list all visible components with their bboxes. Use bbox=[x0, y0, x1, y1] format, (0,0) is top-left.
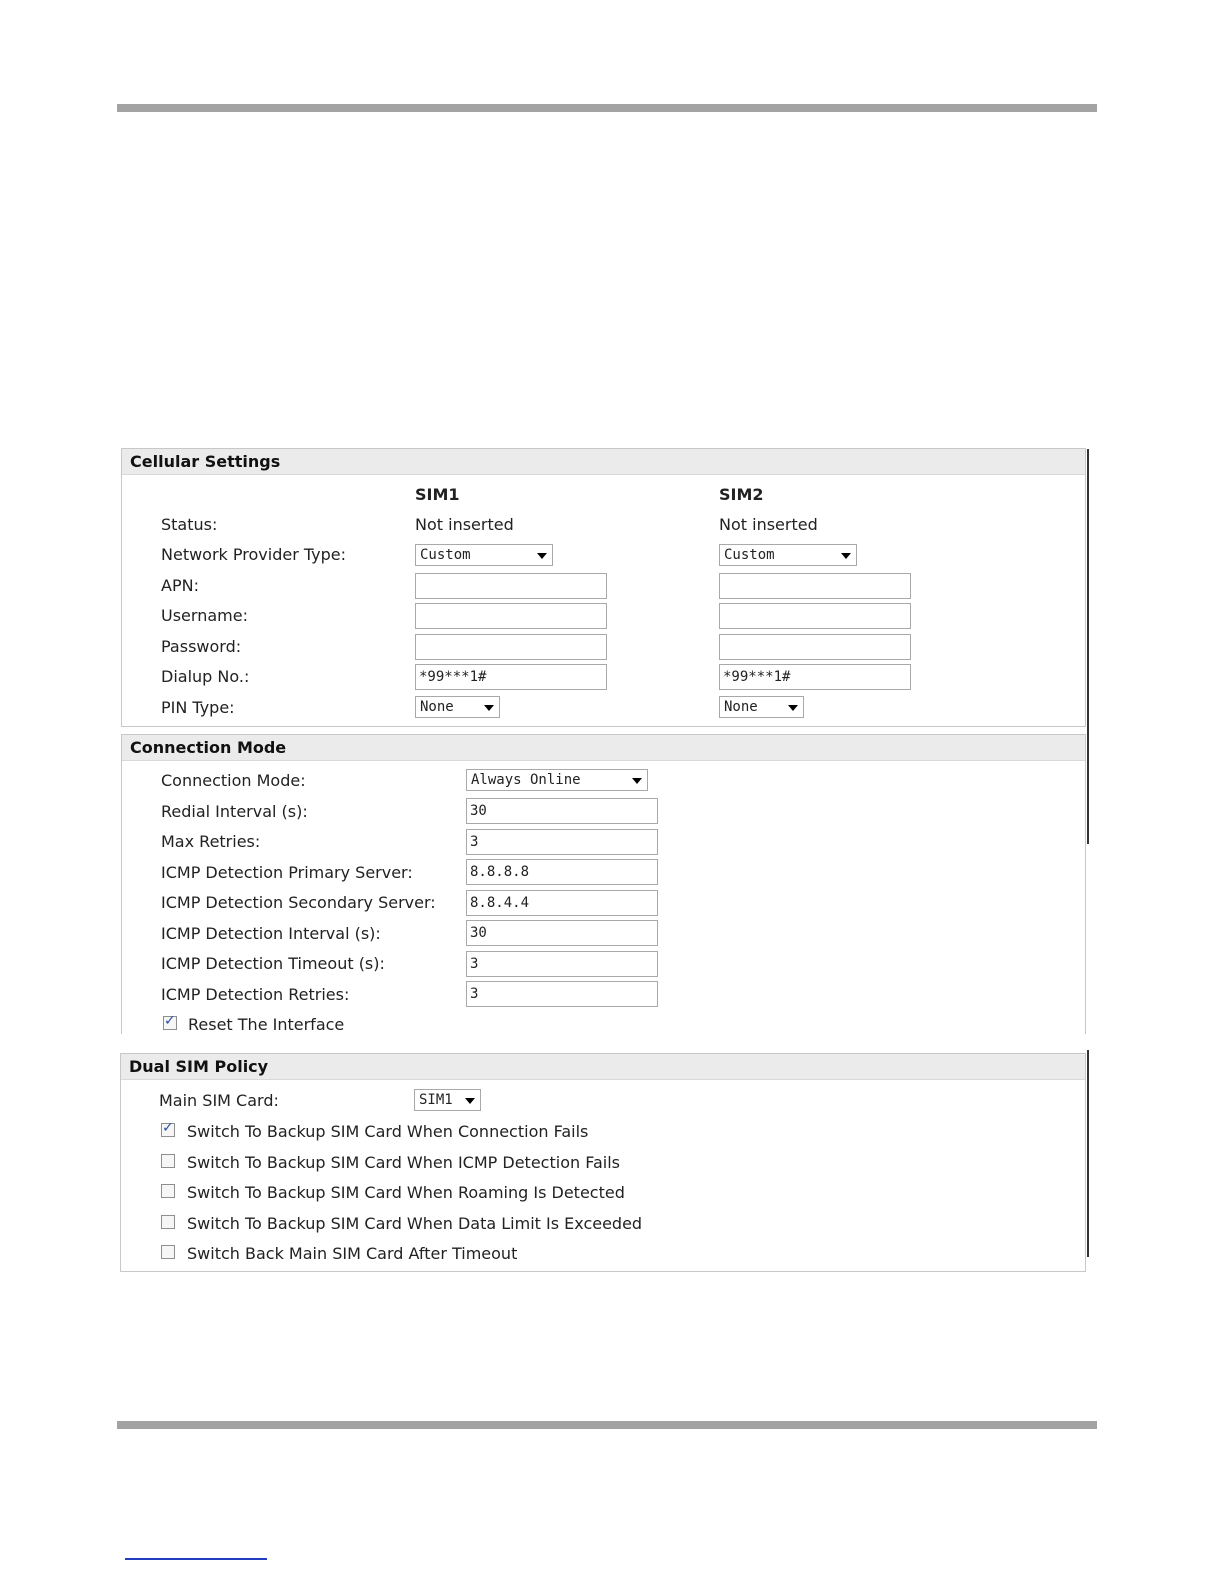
sim2-column-header: SIM2 bbox=[719, 485, 764, 504]
check-icon: ✓ bbox=[164, 1013, 176, 1029]
scroll-edge bbox=[1087, 1050, 1089, 1257]
connection-mode-panel bbox=[121, 734, 1086, 1034]
sim2-password-input[interactable] bbox=[719, 634, 911, 660]
sim1-provider-select[interactable] bbox=[415, 544, 553, 566]
apn-label: APN: bbox=[161, 576, 199, 595]
icmp-primary-label: ICMP Detection Primary Server: bbox=[161, 863, 413, 882]
sim1-status: Not inserted bbox=[415, 515, 514, 534]
chevron-down-icon bbox=[465, 1098, 475, 1104]
reset-interface-checkbox[interactable] bbox=[163, 1013, 177, 1030]
sim2-pin-select[interactable] bbox=[719, 696, 804, 718]
sim1-provider-value: Custom bbox=[420, 547, 471, 563]
sim1-apn-input[interactable] bbox=[415, 573, 607, 599]
top-rule bbox=[117, 104, 1097, 112]
panel-title: Dual SIM Policy bbox=[121, 1054, 1085, 1080]
redial-interval-label: Redial Interval (s): bbox=[161, 802, 308, 821]
sim2-username-input[interactable] bbox=[719, 603, 911, 629]
dual-option-checkbox[interactable] bbox=[161, 1120, 175, 1137]
sim2-dialup-input[interactable]: *99***1# bbox=[719, 664, 911, 690]
bottom-rule bbox=[117, 1421, 1097, 1429]
scroll-edge bbox=[1087, 449, 1089, 844]
provider-label: Network Provider Type: bbox=[161, 545, 346, 564]
dual-sim-policy-panel bbox=[120, 1053, 1086, 1272]
icmp-retries-input[interactable]: 3 bbox=[466, 981, 658, 1007]
main-sim-value: SIM1 bbox=[419, 1092, 453, 1108]
icmp-interval-input[interactable]: 30 bbox=[466, 920, 658, 946]
icmp-timeout-label: ICMP Detection Timeout (s): bbox=[161, 954, 385, 973]
dual-option-label: Switch To Backup SIM Card When Data Limit Is Exceeded bbox=[187, 1214, 643, 1233]
sim1-pin-value: None bbox=[420, 699, 454, 715]
panel-title: Cellular Settings bbox=[122, 449, 1085, 475]
sim2-pin-value: None bbox=[724, 699, 758, 715]
footer-link-underline bbox=[125, 1558, 267, 1560]
dialup-label: Dialup No.: bbox=[161, 667, 250, 686]
sim1-column-header: SIM1 bbox=[415, 485, 460, 504]
sim1-dialup-input[interactable]: *99***1# bbox=[415, 664, 607, 690]
dual-option-label: Switch Back Main SIM Card After Timeout bbox=[187, 1244, 518, 1263]
sim1-password-input[interactable] bbox=[415, 634, 607, 660]
redial-interval-input[interactable]: 30 bbox=[466, 798, 658, 824]
icmp-retries-label: ICMP Detection Retries: bbox=[161, 985, 350, 1004]
reset-interface-label: Reset The Interface bbox=[188, 1015, 345, 1034]
connection-mode-value: Always Online bbox=[471, 772, 581, 788]
max-retries-input[interactable]: 3 bbox=[466, 829, 658, 855]
chevron-down-icon bbox=[841, 553, 851, 559]
dual-option-checkbox[interactable] bbox=[161, 1245, 175, 1259]
icmp-timeout-input[interactable]: 3 bbox=[466, 951, 658, 977]
panel-title: Connection Mode bbox=[122, 735, 1085, 761]
dual-option-checkbox[interactable] bbox=[161, 1184, 175, 1198]
username-label: Username: bbox=[161, 606, 248, 625]
connection-mode-select[interactable] bbox=[466, 769, 648, 791]
sim2-status: Not inserted bbox=[719, 515, 818, 534]
chevron-down-icon bbox=[537, 553, 547, 559]
sim2-apn-input[interactable] bbox=[719, 573, 911, 599]
icmp-secondary-label: ICMP Detection Secondary Server: bbox=[161, 893, 436, 912]
pin-type-label: PIN Type: bbox=[161, 698, 235, 717]
sim1-username-input[interactable] bbox=[415, 603, 607, 629]
icmp-secondary-input[interactable]: 8.8.4.4 bbox=[466, 890, 658, 916]
main-sim-label: Main SIM Card: bbox=[159, 1091, 279, 1110]
dual-option-label: Switch To Backup SIM Card When ICMP Detection Fails bbox=[187, 1153, 620, 1172]
password-label: Password: bbox=[161, 637, 242, 656]
icmp-interval-label: ICMP Detection Interval (s): bbox=[161, 924, 381, 943]
dual-option-label: Switch To Backup SIM Card When Connection Fails bbox=[187, 1122, 589, 1141]
status-label: Status: bbox=[161, 515, 218, 534]
chevron-down-icon bbox=[484, 705, 494, 711]
dual-option-checkbox[interactable] bbox=[161, 1154, 175, 1168]
max-retries-label: Max Retries: bbox=[161, 832, 261, 851]
sim2-provider-value: Custom bbox=[724, 547, 775, 563]
dual-option-label: Switch To Backup SIM Card When Roaming Is Detected bbox=[187, 1183, 625, 1202]
sim1-pin-select[interactable] bbox=[415, 696, 500, 718]
icmp-primary-input[interactable]: 8.8.8.8 bbox=[466, 859, 658, 885]
check-icon: ✓ bbox=[162, 1120, 174, 1136]
sim2-provider-select[interactable] bbox=[719, 544, 857, 566]
chevron-down-icon bbox=[788, 705, 798, 711]
chevron-down-icon bbox=[632, 778, 642, 784]
cellular-settings-panel bbox=[121, 448, 1086, 727]
main-sim-select[interactable] bbox=[414, 1089, 481, 1111]
dual-option-checkbox[interactable] bbox=[161, 1215, 175, 1229]
connection-mode-label: Connection Mode: bbox=[161, 771, 306, 790]
